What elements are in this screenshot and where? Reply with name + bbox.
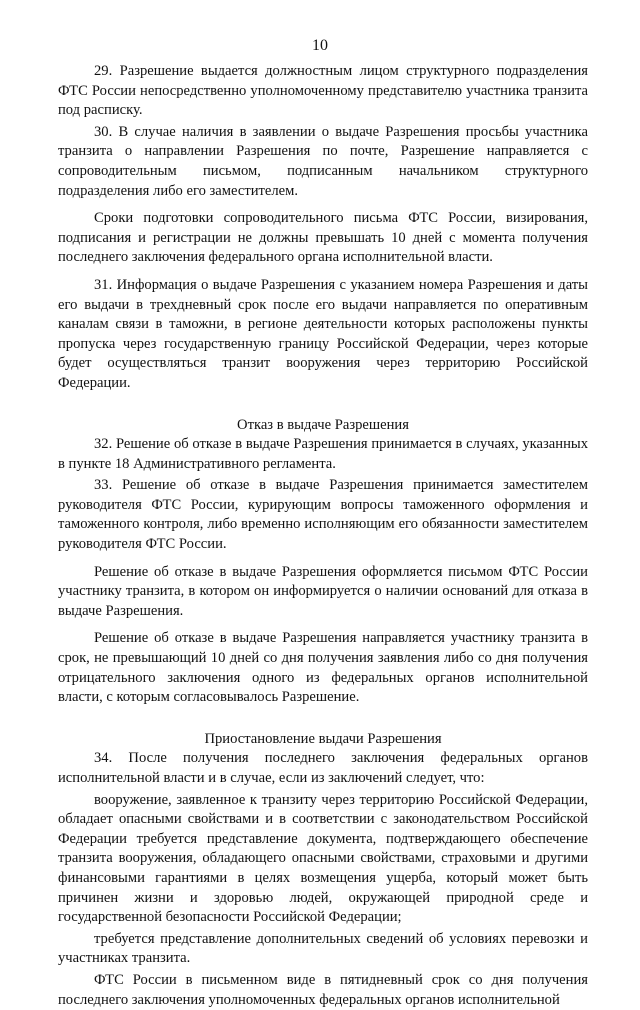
paragraph-34: 34. После получения последнего заключения федеральных органов исполнительной власти и в случае, если из заключений следует, что: — [58, 750, 588, 786]
paragraph-30-deadlines: Сроки подготовки сопроводительного письма ФТС России, визирования, подписания и регистрации не должны превышать 10 дней с момента получения последнего заключения федерального органа исполнительной власти. — [58, 210, 588, 266]
paragraph-34-item-additional-info: требуется представление дополнительных сведений об условиях перевозки и участниках транзита. — [58, 930, 588, 967]
paragraph-31: 31. Информация о выдаче Разрешения с указанием номера Разрешения и даты его выдачи в трехдневный срок после его выдачи направляется по оперативным каналам связи в таможни, в регионе деятельности которых расположены пункты пропуска через государственную границу Российской Федерации, через которые будет осуществляться транзит вооружения через территорию Российской Федерации. — [58, 276, 588, 391]
section-heading-refusal: Отказ в выдаче Разрешения — [237, 416, 409, 433]
paragraph-33: 33. Решение об отказе в выдаче Разрешения принимается заместителем руководителя ФТС России, курирующим вопросы таможенного оформления и таможенного контроля, либо временно исполняющим его обязанности заместителем руководителя ФТС России. — [58, 477, 588, 553]
paragraph-30: 30. В случае наличия в заявлении о выдаче Разрешения просьбы участника транзита о направлении Разрешения по почте, Разрешение направляется с сопроводительным письмом, подписанным начальником структурного подразделения либо его заместителем. — [58, 123, 588, 199]
paragraph-34-item-armament: вооружение, заявленное к транзиту через территорию Российской Федерации, обладает опасными свойствами и в соответствии с законодательством Российской Федерации требуется представление документа, подтверждающего обеспечение транзита вооружения, обладающего опасными свойствами, страховыми и другими финансовыми гарантиями в целях возмещения ущерба, который может быть причинен жизни и здоровью людей, окружающей природной среде и государственной безопасности Российской Федерации; — [58, 791, 588, 926]
paragraph-34-fts-notice: ФТС России в письменном виде в пятидневный срок со дня получения последнего заключения уполномоченных федеральных органов исполнительной — [58, 971, 588, 1008]
document-body — [58, 62, 588, 1010]
section-heading-suspension: Приостановление выдачи Разрешения — [204, 730, 442, 747]
paragraph-33-deadline: Решение об отказе в выдаче Разрешения направляется участнику транзита в срок, не превышающий 10 дней со дня получения заявления либо со дня получения отрицательного заключения одного из федеральных органов исполнительной власти, с которым согласовывалось Разрешение. — [58, 630, 588, 706]
paragraph-29: 29. Разрешение выдается должностным лицом структурного подразделения ФТС России непосредственно уполномоченному представителю участника транзита под расписку. — [58, 63, 588, 119]
page-number: 10 — [312, 37, 328, 54]
paragraph-32: 32. Решение об отказе в выдаче Разрешения принимается в случаях, указанных в пункте 18 Административного регламента. — [58, 436, 588, 472]
paragraph-33-letter: Решение об отказе в выдаче Разрешения оформляется письмом ФТС России участнику транзита, в котором он информируется о наличии оснований для отказа в выдаче Разрешения. — [58, 563, 588, 619]
